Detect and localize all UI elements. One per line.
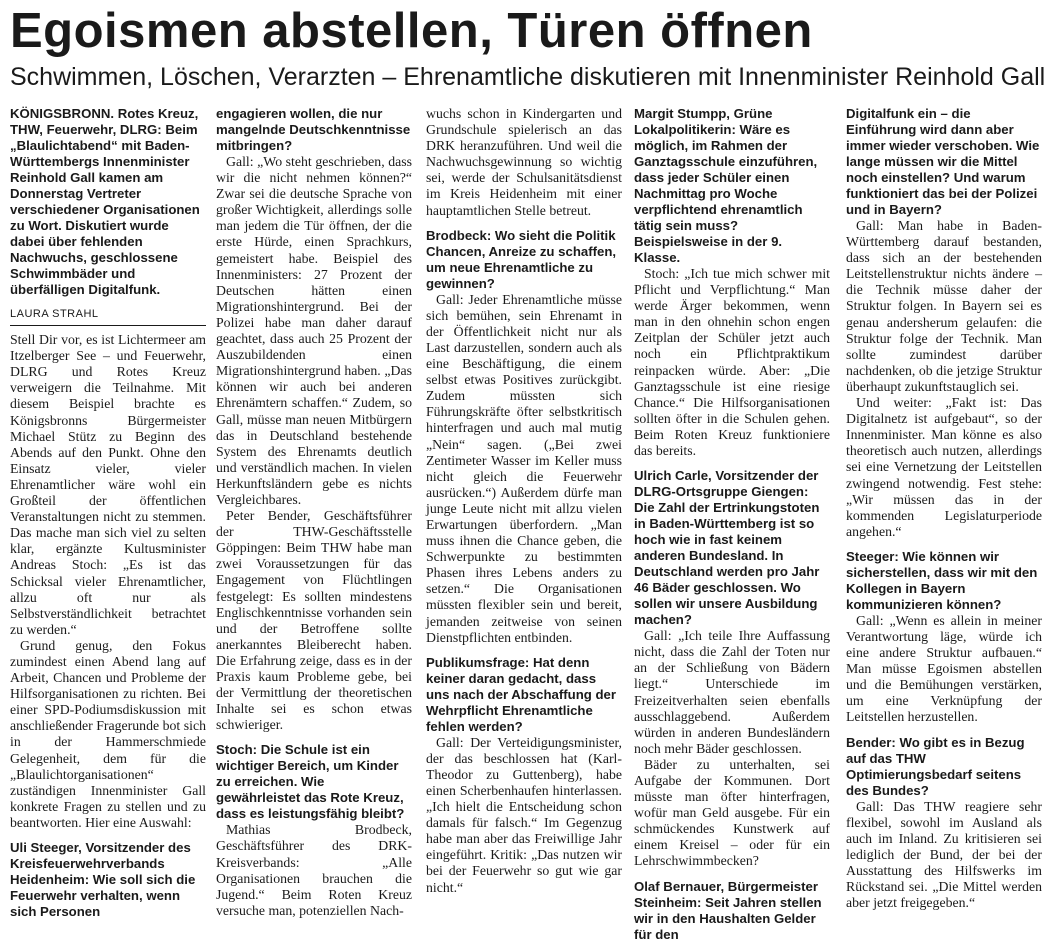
byline: LAURA STRAHL xyxy=(10,306,206,326)
column-5 xyxy=(846,106,1042,911)
question: Olaf Bernauer, Bürgermeister Steinheim: Seit Jahren stellen wir in den Haushalten Gelder für den xyxy=(634,878,822,942)
question: Ulrich Carle, Vorsitzender der DLRG-Ortsgruppe Giengen: Die Zahl der Ertrinkungstoten in Baden-Württemberg ist so hoch wie in fast keinem anderen Bundesland. In Deutschland werden pro Jahr 46 Bäder geschlossen. Wo sollen wir unsere Ausbildung machen? xyxy=(634,468,820,628)
question: Brodbeck: Wo sieht die Politik Chancen, Anreize zu schaffen, um neue Ehrenamtliche zu gewinnen? xyxy=(426,227,617,291)
column-3 xyxy=(426,106,622,895)
body-paragraph: Gall: Jeder Ehrenamtliche müsse sich bemühen, sein Ehrenamt in der Öffentlichkeit nicht nur als Last darzustellen, sondern auch als eine Beschäftigung, die einem selbst etwas Positives zurückgibt. Zudem müssten sich Führungskräfte öfter selbstkritisch hinterfragen und auch mal mutig „Nein“ sagen. („Bei zwei Zentimeter Wasser im Keller muss nicht gleich die Feuerwehr ausrücken.“) Außerdem dürfe man junge Leute nicht mit allzu vielen Erwartungen überfordern. „Man muss ihnen die Chance geben, die Schwerpunkte zu bestimmten Phasen ihres Lebens anders zu setzen.“ Die Organisationen müssten flexibler sein und bereit, jemanden zeitweise von seinen Dienstpflichten entbinden. xyxy=(426,291,622,645)
body-paragraph: Grund genug, den Fokus zumindest einen Abend lang auf Arbeit, Chancen und Probleme der Hilfsorganisationen zu richten. Bei einer SPD-Podiumsdiskussion mit anschließender Fragerunde bot sich in der Hammerschmiede Gelegenheit, dem für die „Blaulichtorganisationen“ zuständigen Innenminister Gall konkrete Fragen zu stellen und zu beantworten. Hier eine Auswahl: xyxy=(10,637,206,830)
question: Digitalfunk ein – die Einführung wird dann aber immer wieder verschoben. Wie lange müssen wir die Mittel noch einstellen? Und warum funktioniert das bei der Polizei und in Bayern? xyxy=(846,106,1040,217)
question: Publikumsfrage: Hat denn keiner daran gedacht, dass uns nach der Abschaffung der Wehrpflicht Ehrenamtliche fehlen werden? xyxy=(426,654,617,734)
body-paragraph: Gall: Man habe in Baden-Württemberg darauf bestanden, dass sich an der bestehenden Leitstellenstruktur nichts ändere – die Technik müsse daher der Struktur folgen. In Bayern sei es genau andersherum gelaufen: die Struktur folge der Technik. Man sollte zumindest darüber nachdenken, ob die jetzige Struktur überhaupt zukunftstauglich sei. xyxy=(846,218,1042,394)
column-2 xyxy=(216,106,412,918)
column-4 xyxy=(634,106,830,942)
body-paragraph: Gall: Der Verteidigungsminister, der das beschlossen hat (Karl-Theodor zu Guttenberg), habe einen Scherbenhaufen hinterlassen. „Ich hielt die Entscheidung schon damals für falsch.“ Im Gegenzug habe man aber das Freiwillige Jahr eingeführt. Kritik: „Das nutzen wir bei der Feuerwehr so gut wie gar nicht.“ xyxy=(426,734,622,895)
body-paragraph: Bäder zu unterhalten, sei Aufgabe der Kommunen. Dort müsste man öfter hinterfragen, wofür man Geld ausgebe. Für ein schmückendes Kunstwerk auf einem Kreisel – oder für ein Lehrschwimmbecken? xyxy=(634,756,830,869)
lead-paragraph: KÖNIGSBRONN. Rotes Kreuz, THW, Feuerwehr, DLRG: Beim „Blaulichtabend“ mit Baden-Württembergs Innenminister Reinhold Gall kamen am Donnerstag Vertreter verschiedener Organisationen zu Wort. Diskutiert wurde dabei über fehlenden Nachwuchs, geschlossene Schwimmbäder und überfälligen Digitalfunk. xyxy=(10,106,200,297)
question: Uli Steeger, Vorsitzender des Kreisfeuerwehrverbands Heidenheim: Wie soll sich die Feuerwehr verhalten, wenn sich Personen xyxy=(10,840,196,919)
question: Bender: Wo gibt es in Bezug auf das THW Optimierungsbedarf seitens des Bundes? xyxy=(846,734,1025,798)
body-paragraph: Gall: „Wo steht geschrieben, dass wir die nicht nehmen können?“ Zwar sei die deutsche Sprache von großer Wichtigkeit, allerdings solle man jedem die Tür öffnen, der die erste Hürde, einen Sprachkurs, gemeistert habe. Beispiel des Innenministers: 27 Prozent der Deutschen hätten einen Migrationshintergrund. Bei der Polizei habe man daher darauf geachtet, dass auch 25 Prozent der Auszubildenden einen Migrationshintergrund haben. „Das können wir auch bei anderen Ehrenämtern schaffen.“ Zudem, so Gall, müsse man neuen Mitbürgern das in Deutschland bestehende System des Ehrenamts deutlich und verständlich machen. In vielen Herkunftsländern gebe es nichts Vergleichbares. xyxy=(216,154,412,507)
body-paragraph: Mathias Brodbeck, Geschäftsführer des DRK-Kreisverbands: „Alle Organisationen brauchen die Jugend.“ Beim Roten Kreuz versuche man, potenziellen Nach- xyxy=(216,822,412,918)
question: Margit Stumpp, Grüne Lokalpolitikerin: Wäre es möglich, im Rahmen der Ganztagsschule einzuführen, dass jeder Schüler einen Nachmittag pro Woche verpflichtend ehrenamtlich tätig sein muss? Beispielsweise in der 9. Klasse. xyxy=(634,106,818,265)
body-paragraph: Gall: „Wenn es allein in meiner Verantwortung läge, würde ich eine andere Struktur aufbauen.“ Man müsse Egoismen abstellen und die Bemühungen verstärken, um eine Verknüpfung der Leitstellen herzustellen. xyxy=(846,612,1042,725)
question: Stoch: Die Schule ist ein wichtiger Bereich, um Kinder zu erreichen. Wie gewährleistet das Rote Kreuz, dass es leistungsfähig bleibt? xyxy=(216,742,405,822)
subheadline: Schwimmen, Löschen, Verarzten – Ehrenamtliche diskutieren mit Innenminister Reinhold Gall xyxy=(10,63,1046,91)
column-1 xyxy=(10,106,206,919)
body-paragraph: Stoch: „Ich tue mich schwer mit Pflicht und Verpflichtung.“ Man werde Ärger bekommen, wenn man in den ohnehin schon engen Zeitplan der Schüler jetzt auch noch ein Pflichtpraktikum reinpacken würde. Aber: „Die Ganztagsschule ist eine riesige Chance.“ Die Hilfsorganisationen sollten öfter in die Schulen gehen. Beim Roten Kreuz funktioniere das bereits. xyxy=(634,266,830,459)
question: Steeger: Wie können wir sicherstellen, dass wir mit den Kollegen in Bayern kommunizieren können? xyxy=(846,548,1038,612)
body-paragraph: Peter Bender, Geschäftsführer der THW-Geschäftsstelle Göppingen: Beim THW habe man zwei Voraussetzungen für das Engagement von Flüchtlingen festgelegt: Es sollten mindestens Englischkenntnisse vorhanden sein und der Betroffene sollte anerkanntes Bleiberecht haben. Die Erfahrung zeige, dass es in der Praxis kaum Probleme gebe, bei der Vermittlung der theoretischen Inhalte sei es schon etwas schwieriger. xyxy=(216,508,412,733)
body-paragraph: Und weiter: „Fakt ist: Das Digitalnetz ist aufgebaut“, so der Innenminister. Man könne es also theoretisch auch nutzen, allerdings sei eine Vernetzung der Leitstellen zwingend notwendig. Fest stehe: „Wir müssen das in der kommenden Legislaturperiode angehen.“ xyxy=(846,395,1042,539)
body-paragraph: wuchs schon in Kindergarten und Grundschule spielerisch an das DRK heranzuführen. Und weil die Nachwuchsgewinnung so wichtig sei, werde der Schulsanitätsdienst im Kreis Heidenheim mit einer hauptamtlichen Stelle betreut. xyxy=(426,106,622,218)
body-paragraph: Stell Dir vor, es ist Lichtermeer am Itzelberger See – und Feuerwehr, DLRG und Rotes Kreuz verweigern die Teilnahme. Mit diesem Beispiel brachte es Königsbronns Bürgermeister Michael Stütz zu Beginn des Abends auf den Punkt. Ohne den Einsatz vieler, vieler Ehrenamtlicher wäre wohl ein Großteil der öffentlichen Veranstaltungen nicht zu stemmen. Das mache man sich viel zu selten klar, ergänzte Kultusminister Andreas Stoch: „Es ist das Schicksal vieler Ehrenamtlicher, allzu oft nur als Selbstverständlichkeit betrachtet zu werden.“ xyxy=(10,332,206,637)
question: engagieren wollen, die nur mangelnde Deutschkenntnisse mitbringen? xyxy=(216,106,411,153)
headline: Egoismen abstellen, Türen öffnen xyxy=(10,4,813,58)
body-paragraph: Gall: Das THW reagiere sehr flexibel, sowohl im Ausland als auch im Inland. Zu kritisieren sei lediglich der Bund, der bei der Ausstattung des Hilfswerks im Rückstand sei. „Die Mittel werden aber jetzt freigegeben.“ xyxy=(846,798,1042,911)
body-paragraph: Gall: „Ich teile Ihre Auffassung nicht, dass die Zahl der Toten nur an der Schließung von Bädern liegt.“ Unterschiede im Freizeitverhalten seien ebenfalls ausschlaggebend. Außerdem würden in anderen Bundesländern noch mehr Bäder geschlossen. xyxy=(634,628,830,756)
